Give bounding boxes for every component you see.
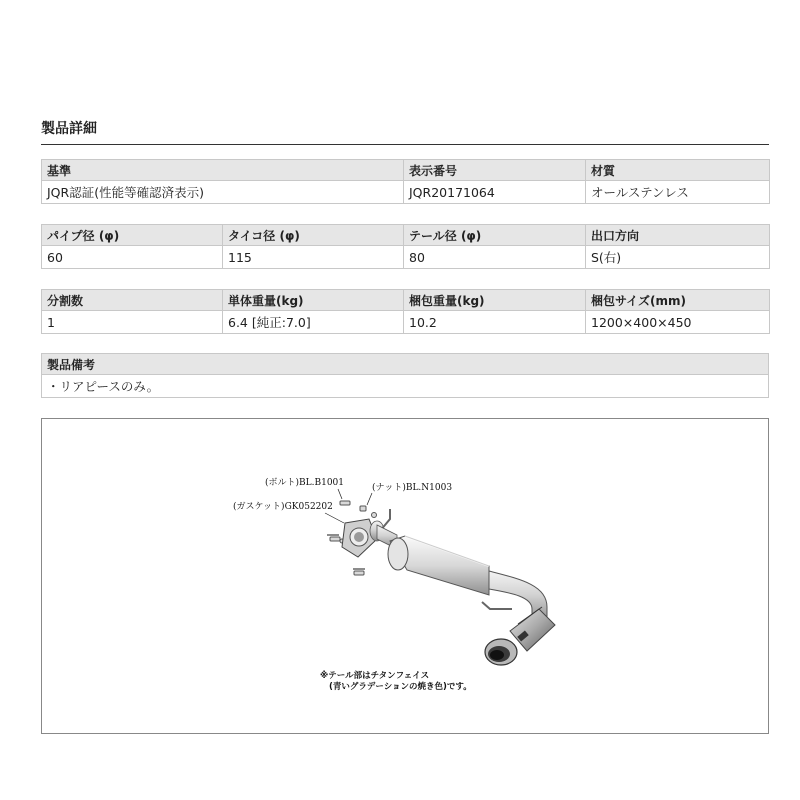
- value-tail-diameter: 80: [404, 246, 586, 269]
- bolt-label: (ボルト)BL.B1001: [265, 478, 344, 488]
- spec-table-standard: [41, 159, 770, 204]
- header-package-weight: 梱包重量(kg): [404, 290, 586, 311]
- value-pieces: 1: [42, 311, 223, 334]
- section-title: 製品詳細: [41, 118, 769, 145]
- spec-table-diameters: [41, 224, 770, 269]
- header-tail-diameter: テール径 (φ): [404, 225, 586, 246]
- nut-label: (ナット)BL.N1003: [372, 483, 453, 493]
- value-standard: JQR認証(性能等確認済表示): [42, 181, 404, 204]
- value-muffler-diameter: 115: [223, 246, 404, 269]
- header-package-size: 梱包サイズ(mm): [586, 290, 770, 311]
- muffler-body: [388, 536, 489, 595]
- exhaust-illustration: [42, 419, 768, 733]
- remarks-table: [41, 353, 769, 398]
- product-diagram: [41, 418, 769, 734]
- value-display-number: JQR20171064: [404, 181, 586, 204]
- header-display-number: 表示番号: [404, 160, 586, 181]
- header-pipe-diameter: パイプ径 (φ): [42, 225, 223, 246]
- gasket-label: (ガスケット)GK052202: [233, 502, 333, 512]
- spec-table-weights: [41, 289, 770, 334]
- value-package-weight: 10.2: [404, 311, 586, 334]
- note-line-2: (青いグラデーションの焼き色)です。: [329, 682, 472, 692]
- note-line-1: ※テール部はチタンフェイス: [320, 671, 430, 681]
- value-package-size: 1200×400×450: [586, 311, 770, 334]
- value-exit-direction: S(右): [586, 246, 770, 269]
- header-remarks: 製品備考: [42, 354, 769, 375]
- value-material: オールステンレス: [586, 181, 770, 204]
- value-unit-weight: 6.4 [純正:7.0]: [223, 311, 404, 334]
- header-pieces: 分割数: [42, 290, 223, 311]
- value-pipe-diameter: 60: [42, 246, 223, 269]
- header-exit-direction: 出口方向: [586, 225, 770, 246]
- header-material: 材質: [586, 160, 770, 181]
- header-standard: 基準: [42, 160, 404, 181]
- header-unit-weight: 単体重量(kg): [223, 290, 404, 311]
- tail-pipe-icon: [485, 607, 555, 665]
- value-remarks: ・リアピースのみ。: [42, 375, 769, 398]
- header-muffler-diameter: タイコ径 (φ): [223, 225, 404, 246]
